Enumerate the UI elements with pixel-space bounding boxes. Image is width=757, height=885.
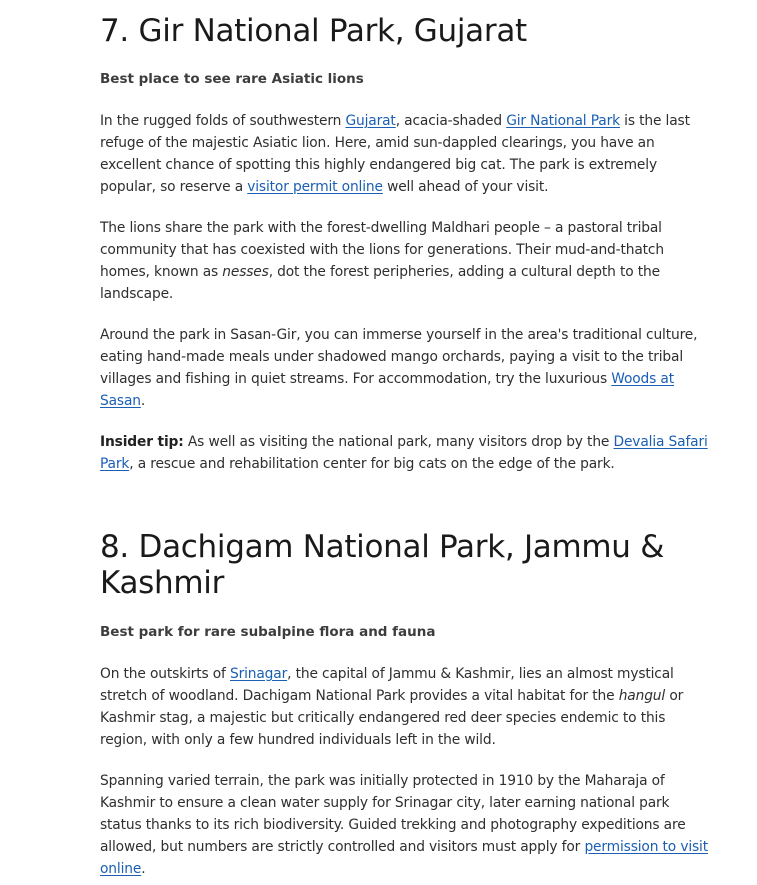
link-permission-to-visit-online[interactable]: permission to visit online [100, 839, 708, 877]
paragraph-gir-insider-tip [100, 431, 710, 475]
emphasis-hangul: hangul [618, 688, 666, 704]
paragraph-gir-intro [100, 110, 710, 198]
text-span: . [140, 393, 146, 409]
text-span: , dot the forest peripheries, adding a cultural depth to the landscape. [100, 264, 660, 302]
text-span: The lions share the park with the forest-dwelling Maldhari people – a pastoral tribal community that has coexisted with the lions for generations. Their mud-and-thatch homes, known as [100, 220, 664, 280]
paragraph-gir-sasan [100, 324, 710, 412]
text-span: On the outskirts of [100, 666, 230, 682]
link-devalia-safari-park[interactable]: Devalia Safari Park [100, 434, 708, 472]
text-span: As well as visiting the national park, many visitors drop by the [183, 434, 614, 450]
emphasis-nesses: nesses [222, 264, 269, 280]
link-visitor-permit-online[interactable]: visitor permit online [247, 179, 383, 195]
paragraph-dachigam-history [100, 770, 710, 880]
section-heading-dachigam: 8. Dachigam National Park, Jammu & Kashmir [100, 529, 665, 601]
link-srinagar[interactable]: Srinagar [229, 666, 288, 682]
text-span: or Kashmir stag, a majestic but critically endangered red deer species endemic to this region, with only a few hundred individuals left in the wild. [100, 688, 684, 748]
section-subheading-gir: Best place to see rare Asiatic lions [100, 71, 364, 87]
text-span: , acacia-shaded [395, 113, 507, 129]
text-span: Around the park in Sasan-Gir, you can immerse yourself in the area's traditional culture, eating hand-made meals under shadowed mango orchards, paying a visit to the tribal villages and fishing in quiet streams. For accommodation, try the luxurious [100, 327, 698, 387]
paragraph-dachigam-intro [100, 663, 710, 751]
text-span: , the capital of Jammu & Kashmir, lies an almost mystical stretch of woodland. Dachigam National Park provides a vital habitat for the [100, 666, 674, 704]
text-span: Spanning varied terrain, the park was initially protected in 1910 by the Maharaja of Kashmir to ensure a clean water supply for Srinagar city, later earning national park status thanks to its rich biodiversity. Guided trekking and photography expeditions are allowed, but numbers are strictly controlled and visitors must apply for [100, 773, 686, 855]
insider-tip-label: Insider tip: [100, 434, 184, 450]
link-gujarat[interactable]: Gujarat [345, 113, 396, 129]
section-subheading-dachigam: Best park for rare subalpine flora and fauna [100, 624, 436, 640]
text-span: In the rugged folds of southwestern [100, 113, 346, 129]
link-gir-national-park[interactable]: Gir National Park [506, 113, 620, 129]
text-span: is the last refuge of the majestic Asiatic lion. Here, amid sun-dappled clearings, you have an excellent chance of spotting this highly endangered big cat. The park is extremely popular, so reserve a [100, 113, 690, 195]
paragraph-gir-maldhari [100, 217, 710, 305]
text-span: . [141, 861, 146, 877]
link-woods-at-sasan[interactable]: Woods at Sasan [100, 371, 674, 409]
section-heading-gir: 7. Gir National Park, Gujarat [100, 13, 527, 49]
text-span: , a rescue and rehabilitation center for big cats on the edge of the park. [129, 456, 615, 472]
text-span: well ahead of your visit. [382, 179, 549, 195]
